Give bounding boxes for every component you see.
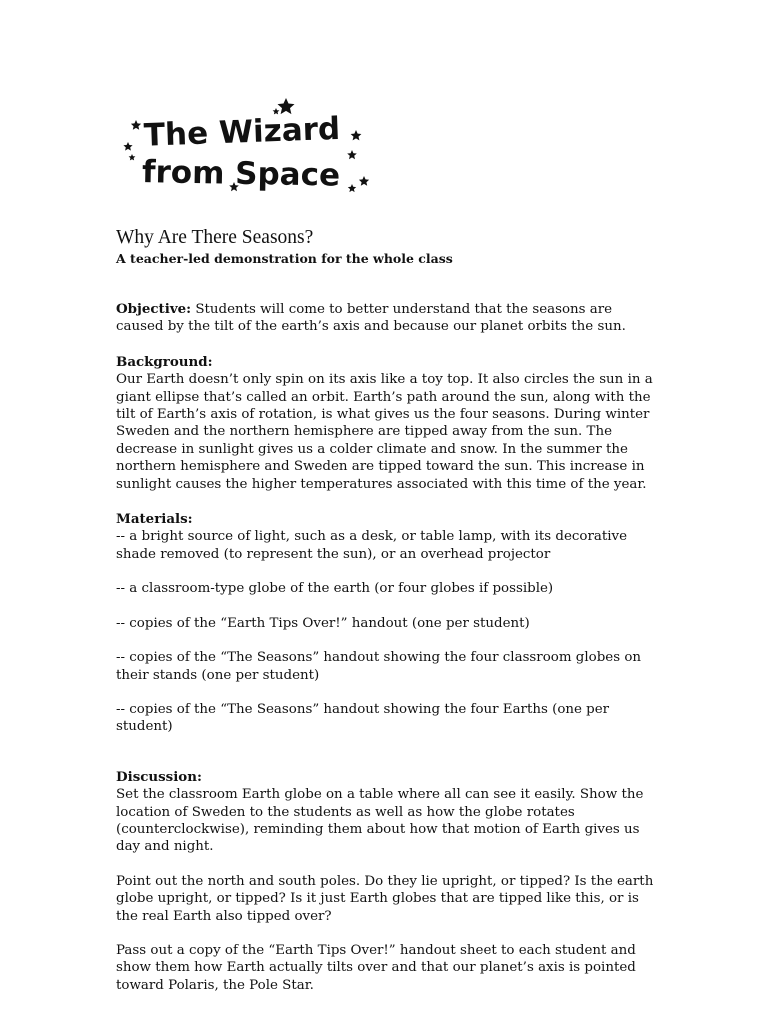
page-subtitle: A teacher-led demonstration for the whole class [116, 251, 453, 266]
star-icon [347, 150, 357, 159]
star-icon [348, 184, 356, 192]
star-icon [131, 120, 141, 130]
discussion-label: Discussion: [116, 768, 202, 785]
page-title: Why Are There Seasons? [116, 227, 314, 248]
materials-item: -- copies of the “Earth Tips Over!” handout (one per student) [116, 615, 530, 631]
materials-item: -- copies of the “The Seasons” handout showing the four Earths (one per student) [116, 701, 610, 735]
discussion-paragraph: Pass out a copy of the “Earth Tips Over!” handout sheet to each student and show them how Earth actually tilts over and that our planet’s axis is pointed toward Polaris, the Pole Star. [116, 942, 636, 993]
discussion-paragraph: Point out the north and south poles. Do they lie upright, or tipped? Is the earth globe upright, or tipped? Is it just Earth globes that are tipped like this, or is the real Earth also tipped over? [116, 873, 654, 924]
logo-line-1: The Wizard [143, 110, 341, 154]
discussion-paragraph: Set the classroom Earth globe on a table where all can see it easily. Show the location of Sweden to the students as well as how the globe rotates (counterclockwise), reminding them about how that motion of Earth gives us day and night. [116, 787, 644, 855]
star-icon [359, 176, 369, 186]
materials-label: Materials: [116, 511, 193, 528]
wizard-from-space-logo [120, 96, 380, 200]
background-text: Our Earth doesn’t only spin on its axis like a toy top. It also circles the sun in a giant ellipse that’s called an orbit. Earth’s path around the sun, along with the tilt of Earth’s axis of rotation, is what gives us the four seasons. During winter Sweden and the northern hemisphere are tipped away from the sun. The decrease in sunlight gives us a colder climate and snow. In the summer the northern hemisphere and Sweden are tipped toward the sun. This increase in sunlight causes the higher temperatures associated with this time of the year. [116, 372, 653, 492]
objective-label: Objective: [116, 301, 192, 317]
background-label: Background: [116, 353, 213, 370]
objective-paragraph [116, 301, 661, 336]
objective-text: Students will come to better understand that the seasons are caused by the tilt of the earth’s axis and because our planet orbits the sun. [116, 302, 626, 335]
star-icon [123, 142, 132, 151]
materials-item: -- a bright source of light, such as a desk, or table lamp, with its decorative shade removed (to represent the sun), or an overhead projector [116, 529, 627, 562]
logo-line-2: from Space [141, 154, 341, 194]
document-content [116, 226, 661, 994]
star-icon [351, 130, 362, 140]
materials-item: -- a classroom-type globe of the earth (or four globes if possible) [116, 581, 554, 597]
materials-item: -- copies of the “The Seasons” handout showing the four classroom globes on their stands (one per student) [116, 650, 642, 683]
star-icon [129, 154, 136, 160]
